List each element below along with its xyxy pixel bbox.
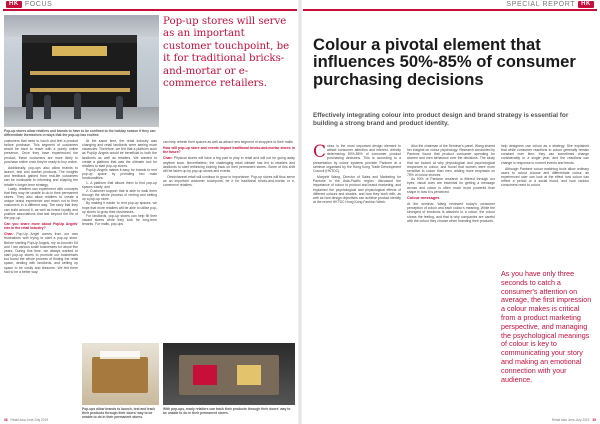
photo-caption: With pop-ups, ready retailers can track their products through their doors' way to be unable to do in their permanent stores. [163,407,291,415]
article-column-2 [82,139,157,226]
person-figure [26,93,33,119]
paragraph: olour is the most important design element to attract consumer attention and interest, directly determining 50%-85% of consumer product purchasing decisions. This is according to a presentation by colour systems provider Pantone at a seminar organised by the Hong Kong Trade Development Council (HKTDC). [313,144,401,173]
article-column-3 [163,140,295,188]
answer-label: Chan: [163,156,173,161]
answer-text: Pop-Up Angel comes from our own frustrations with trying to start a pop-up store. Before starting PopUp Angels, my co-founder Kit and I ran various small businesses for about five years. During this time, we always wanted to start pop-up stores to promote our businesses but found the whole process of finding the retail space, dealing with landlords, and setting up space to be costly and tiresome. We felt there had to be a better way. [4,232,78,274]
section-label: SPECIAL REPORT [506,1,576,8]
page-folio [4,418,48,422]
article-column-3 [501,144,589,188]
paragraph: Additionally, pop-ups also allow brands to launch, test and market products. The insights and feedback gained from real-life customers can be invaluable to informing and shaping the retailer's longer-term strategy. [4,165,78,187]
paragraph: customers that need to touch and feel a product before purchase. This segment of customers would be hard to reach with a purely online presence. Once they have experienced the product, these customers are more likely to purchase online once they're ready to buy online. [4,139,78,164]
interview-question: Can you share more about PopUp Angels' role in the retail industry? [4,221,78,231]
paragraph: PopUp Angels makes it easy for brands to rent pop-up space by providing two main functionalities: [82,168,157,181]
paragraph: can help refresh their spaces as well as attract new segment of shoppers to their malls. [163,140,294,144]
store-photo-small [82,343,159,405]
paragraph: For landlords, pop-up stores can help fill their vacant stores while they look for long-term tenants. For malls, pop-ups [82,213,157,227]
store-photo [4,15,159,127]
photo-caption: Pop-ups allow brands to launch, test and track their products through their doors' way to be unable to do in their permanent stores. [82,407,156,419]
article-standfirst: Effectively integrating colour into product design and brand strategy is essential for building a strong brand and product identity. [313,112,569,127]
article-column-1 [4,139,78,276]
paragraph: help designers use colour as a strategy. She explained that while consumer reactions to colour generally remain constant over time, they can sometimes change considerably in a single year, and the reactions can change in response to current events and trends. [501,144,589,165]
paragraph: At the seminar, Wang reviewed today's consumer perception of colour and each colour's meaning. While the strongest of emotions is attached to a colour, the colour shows the feeling, and that is why companies are careful with the colour they choose when branding their products. [407,202,495,223]
page-gutter [298,0,302,424]
right-header [300,0,600,9]
paragraph: As 90% of Pantone research is filtered through our eyes, visual cues are essential for getting a message across and colour is often much more powerful than shape in how it is perceived. [407,177,495,194]
paragraph: By making it easier to rent pop-up spaces, we hope that more retailers will be able to utilise pop-up stores to grow their businesses. [82,201,157,214]
page-number: 39 [592,418,596,422]
section-tag-focus [0,1,58,8]
article-subhead: Colour messages [407,194,440,200]
header-rule [3,9,297,11]
publication-name: Retail Asia June-July 2019 [551,418,590,422]
article-column-2 [407,144,495,225]
store-photo-small [163,343,295,405]
section-tag-special-report [500,1,600,8]
answer-label: Chan: [4,232,14,237]
pull-quote: Pop-up stores will serve as an important customer touchpoint, be it for traditional bricks-and-mortar or e-commerce retailers. [163,16,290,90]
section-tag-box: HK [6,1,22,8]
drop-cap: C [313,142,327,162]
answer-text: Physical stores will have a big part to play in retail and will not be going away anytime soon. Nevertheless, the challenging retail climate has led to retailers and landlords to start rethinking looking back on their permanent stores. Some of this shift will be taken up by pop-up stores and events. [163,156,296,173]
section-label: FOCUS [24,1,53,8]
header-rule [303,9,597,11]
right-page [300,0,600,424]
person-figure [74,93,81,119]
person-figure [44,95,51,119]
photo-caption: Pop-up stores allow retailers and brands to have to be confined to the holiday season if they can differentiate themselves in ways that the pop-up has excited. [4,129,156,137]
section-tag-box: HK [578,1,594,8]
article-headline: Colour a pivotal element that influences 50%-85% of consumer purchasing decisions [313,35,576,89]
pull-quote: As you have only three seconds to catch a consumer's attention on average, the first impression a colour makes is critical from a product marketing perspective, and managing the psychological meanings of colour is key to communicating your story and making an emotional connection with your audience. [501,269,592,384]
page-number: 38 [4,418,8,422]
list-item: 2. Customer support that is able to walk them through the whole process of renting and setting up a pop-up store. [82,188,157,202]
interview-question: How will pop-up store and events impact traditional bricks-and-mortar stores in the future? [163,146,295,155]
paragraph: Marjorie Wang, Director of Sales and Marketing for Pantone in the Asia-Pacific region, discussed the importance of colour to product and brand marketing, and explained the psychological and physiological effects of different colours and shades, and how they work with, as well as how design objectives can achieve product identity at the recent HKTDC Hong Kong Fashion Week. [313,175,401,205]
paragraph: At the same time, the retail industry was changing and retail landlords were seeing more vacancies. Therefore, we felt that a platform such as PopUp Angels would be beneficial to both the landlords as well as retailers. We wanted to create a platform that was the ultimate tool for retailers to start pop-up stores. [82,139,157,168]
list-item: 1. A platform that allows them to find pop-up spaces easily; and [82,180,157,189]
paragraph: Although Pantone colour matching tools allow ordinary users to colour choose and differentiate colour, an experienced user can look at the effect how colour can reflect a period or a social mood, and how various consumers react to colour. [501,166,589,188]
left-header [0,0,300,9]
paragraph: Lastly, retailers can experiment with concepts that they may be unable to do in their permanent stores. They also allow retailers to create a unique brand experience and reach out to their customers in a different way. The story that they can build around it, as well as brand loyalty and positive associations that last beyond the life of the pop-up. [4,186,78,220]
publication-name: Retail Asia June-July 2019 [10,418,49,422]
person-figure [116,96,123,119]
page-folio [552,418,596,422]
article-column-1 [313,144,401,204]
paragraph: Also the chairman of the Seminar's panel, Wang shared her insights on colour psychology. Research conducted by Pantone found that product consumer spending for women and men behaviour over the decisions. The study that we looked at why physiological and psychological responses to colour, and found that women were more sensitive to colour than men, adding more emphasis on 75% of colour choices. [407,144,495,178]
paragraph: Omnichannel retail will continue to grow in importance. Pop-up stores will thus serve as an important customer touchpoint, be it for traditional bricks-and-mortar or e-commerce retailers. [163,175,295,188]
